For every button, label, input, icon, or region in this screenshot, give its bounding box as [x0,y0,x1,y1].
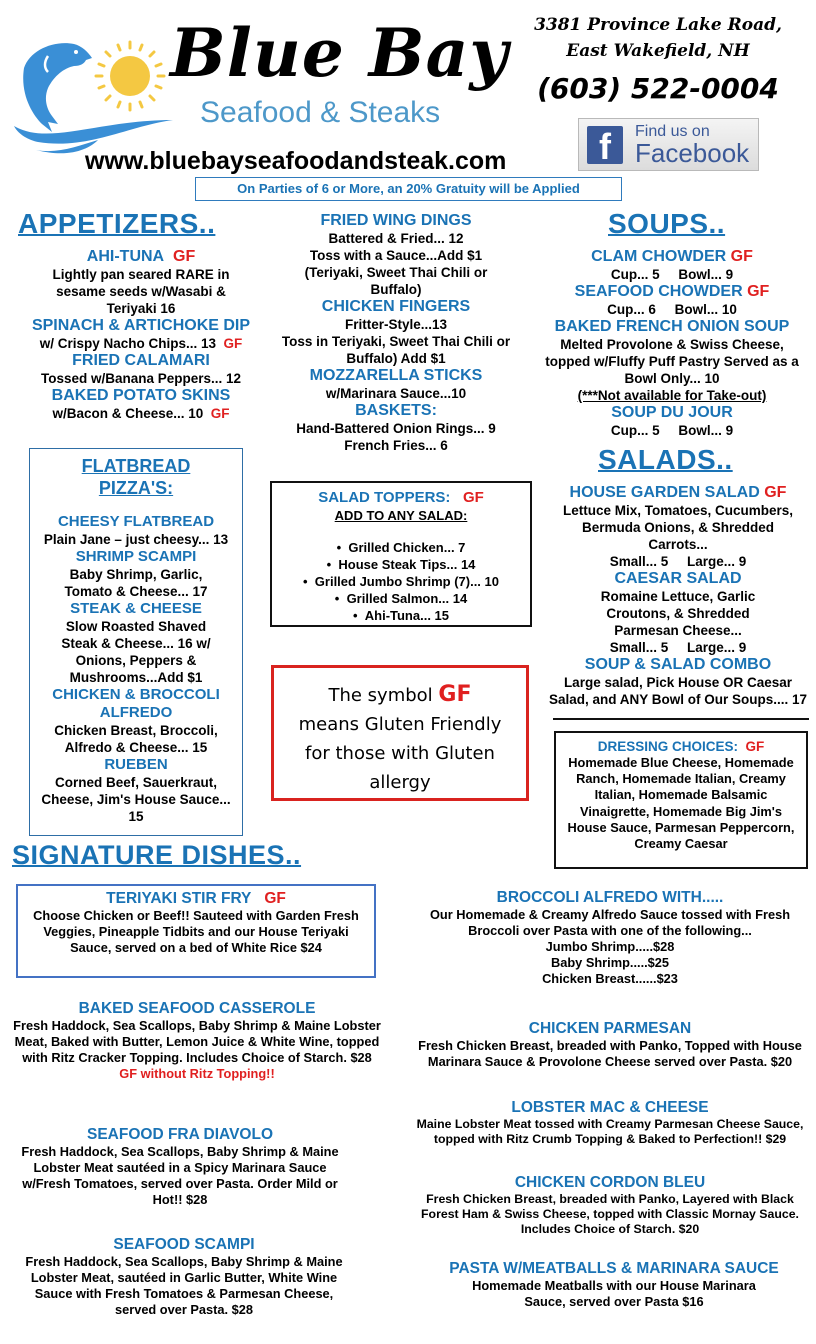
menu-item [544,484,812,570]
item-name: SOUP DU JOUR [611,404,733,421]
item-desc: Melted Provolone & Swiss Cheese, topped w/Fluffy Puff Pastry Served as a Bowl Only... 10 [545,337,799,386]
item-desc: Slow Roasted Shaved Steak & Cheese... 16 w/ Onions, Peppers & Mushrooms...Add $1 [61,619,211,685]
item-name: RUEBEN [104,756,168,773]
item-name: CHICKEN FINGERS [321,298,471,315]
salads-list [544,484,812,708]
menu-item [10,317,272,352]
item-name: SOUP & SALAD COMBO [584,656,772,673]
item-name: BAKED SEAFOOD CASSEROLE [78,1000,316,1017]
menu-item [408,1099,812,1147]
item-price: Cup... 5 Bowl... 9 [610,267,734,282]
flatbread-title-line-1: FLATBREAD [81,456,191,476]
gf-badge: GF [462,489,484,506]
item-price: Small... 5 Large... 9 [609,554,747,569]
item-name: BROCCOLI ALFREDO WITH..... [496,889,724,906]
item-price: Cup... 5 Bowl... 9 [610,423,734,438]
menu-item [30,756,242,825]
item-name: LOBSTER MAC & CHEESE [511,1099,709,1116]
option: Baby Shrimp.....$25 [550,955,670,970]
item-desc-line: w/Marinara Sauce...10 [325,386,467,401]
soups-list [532,248,812,439]
gf-badge: GF [747,283,770,300]
menu-item [272,402,520,454]
item-desc: Corned Beef, Sauerkraut, Cheese, Jim's House Sauce... 15 [41,775,231,824]
website-link[interactable]: www.bluebayseafoodandsteak.com [85,147,507,175]
item-name: STEAK & CHEESE [70,600,202,617]
item-desc: Lightly pan seared RARE in sesame seeds w/Wasabi & Teriyaki 16 [52,267,230,316]
item-name: CHICKEN PARMESAN [528,1020,692,1037]
middle-apps-list [272,212,520,454]
item-name: PASTA W/MEATBALLS & MARINARA SAUCE [449,1260,779,1277]
menu-item [10,248,272,317]
item-desc: Chicken Breast, Broccoli, Alfredo & Cheese... 15 [54,723,218,755]
brand-subtitle: Seafood & Steaks [200,96,441,129]
address [520,12,796,64]
address-line-1: 3381 Province Lake Road, [534,15,782,35]
gf-note: GF without Ritz Topping!! [119,1066,275,1081]
gf-badge: GF [173,248,196,265]
item-name: CAESAR SALAD [614,570,742,587]
item-desc-line: Toss in Teriyaki, Sweet Thai Chili or Buffalo) Add $1 [281,334,511,366]
phone-number[interactable]: (603) 522-0004 [537,72,779,105]
gf-badge: GF [730,248,753,265]
gf-badge: GF [210,406,230,421]
topper-item: • Grilled Jumbo Shrimp (7)... 10 [303,574,499,589]
facebook-icon: f [587,126,623,164]
item-desc: Fresh Chicken Breast, breaded with Panko, Topped with House Marinara Sauce & Provolone Cheese served over Pasta. $20 [418,1038,802,1069]
menu-item [30,686,242,756]
fish-sun-wave-logo-icon [8,28,173,158]
item-desc: Homemade Meatballs with our House Marinara Sauce, served over Pasta $16 [472,1278,756,1309]
menu-item [30,513,242,548]
dressing-choices-box [554,731,808,869]
item-desc: Lettuce Mix, Tomatoes, Cucumbers, Bermuda Onions, & Shredded Carrots... [562,503,794,552]
item-desc: Fresh Haddock, Sea Scallops, Baby Shrimp & Maine Lobster Meat, Baked with Butter, Lemon Juice & White Wine, topped with Ritz Cracker Topping. Includes Choice of Starch. $28 [13,1018,381,1065]
item-name: SEAFOOD SCAMPI [113,1236,255,1253]
item-name: AHI-TUNA [86,248,165,265]
item-desc: Choose Chicken or Beef!! Sauteed with Garden Fresh Veggies, Pineapple Tidbits and our House Teriyaki Sauce, served on a bed of White Rice $24 [33,908,359,955]
option: Chicken Breast......$23 [542,971,678,986]
topper-item: • Grilled Salmon... 14 [334,591,468,606]
address-line-2: East Wakefield, NH [566,41,750,61]
menu-item [14,1236,354,1318]
item-name: BAKED POTATO SKINS [51,387,231,404]
item-price: Cup... 6 Bowl... 10 [607,302,737,317]
menu-item [414,1260,814,1310]
item-name: MOZZARELLA STICKS [309,367,483,384]
dressing-title: DRESSING CHOICES: [597,739,738,754]
flatbread-box [29,448,243,836]
menu-item [30,600,242,686]
item-name: CHICKEN CORDON BLEU [514,1174,706,1191]
soups-title: SOUPS.. [608,208,726,239]
gf-notice-line: allergy [369,772,431,793]
item-desc: Tossed w/Banana Peppers... 12 [40,371,242,386]
toppers-subtitle: ADD TO ANY SALAD: [334,508,468,523]
item-name: CHICKEN & BROCCOLI ALFREDO [52,686,220,721]
item-desc: w/Bacon & Cheese... 10 [52,406,204,421]
menu-item [272,367,520,402]
appetizers-list [10,248,272,422]
gratuity-notice: On Parties of 6 or More, an 20% Gratuity will be Applied [195,177,622,201]
item-name: BAKED FRENCH ONION SOUP [554,318,790,335]
item-desc: Our Homemade & Creamy Alfredo Sauce tossed with Fresh Broccoli over Pasta with one of the following... [429,907,791,938]
facebook-badge[interactable] [578,118,759,171]
menu-item [532,248,812,283]
signature-title: SIGNATURE DISHES.. [12,840,302,870]
menu-item [532,404,812,439]
salads-title: SALADS.. [598,444,733,475]
menu-item [10,352,272,387]
item-desc-line: (Teriyaki, Sweet Thai Chili or Buffalo) [304,265,488,297]
item-desc-line: Hand-Battered Onion Rings... 9 [296,421,496,436]
toppers-title: SALAD TOPPERS: [318,489,451,506]
gf-badge: GF [264,890,286,907]
flatbread-title-line-2: PIZZA'S: [98,478,174,498]
item-desc-line: Fritter-Style...13 [344,317,448,332]
item-name: CHEESY FLATBREAD [57,513,215,530]
topper-item: • Ahi-Tuna... 15 [352,608,450,623]
menu-item [272,298,520,367]
option: Jumbo Shrimp.....$28 [545,939,675,954]
topper-item: • Grilled Chicken... 7 [336,540,466,555]
gluten-friendly-notice [271,665,529,801]
topper-item: • House Steak Tips... 14 [326,557,476,572]
item-name: SPINACH & ARTICHOKE DIP [31,317,251,334]
item-desc-line: Toss with a Sauce...Add $1 [309,248,483,263]
menu-item [410,889,810,987]
item-desc: Fresh Haddock, Sea Scallops, Baby Shrimp & Maine Lobster Meat sautéed in a Spicy Marinara Sauce w/Fresh Tomatoes, served over Pasta. Order Mild or Hot!! $28 [21,1144,339,1207]
item-name: HOUSE GARDEN SALAD [569,484,760,501]
gf-badge: GF [764,484,787,501]
gf-notice-line: for those with Gluten [305,743,495,764]
brand-name: Blue Bay [170,14,509,92]
dressing-list: Homemade Blue Cheese, Homemade Ranch, Homemade Italian, Creamy Italian, Homemade Balsamic Vinaigrette, Homemade Big Jim's House Sauce, Parmesan Peppercorn, Creamy Caesar [567,755,795,852]
item-note: (***Not available for Take-out) [577,388,767,403]
item-name: SEAFOOD CHOWDER [574,283,743,300]
item-desc-line: Battered & Fried... 12 [328,231,464,246]
menu-item [408,1020,812,1070]
item-desc: Baby Shrimp, Garlic, Tomato & Cheese... 17 [64,567,208,599]
item-desc: Fresh Haddock, Sea Scallops, Baby Shrimp & Maine Lobster Meat, sautéed in Garlic Butter, White Wine Sauce with Fresh Tomatoes & Parmesan Cheese, served over Pasta. $28 [25,1254,343,1317]
menu-item [544,656,812,708]
gf-symbol: GF [438,682,472,707]
menu-item [532,318,812,404]
item-name: FRIED CALAMARI [72,352,210,369]
item-desc: Romaine Lettuce, Garlic Croutons, & Shredded Parmesan Cheese... [600,589,756,638]
gf-notice-line: means Gluten Friendly [298,714,502,735]
item-name: SEAFOOD FRA DIAVOLO [87,1126,273,1143]
item-desc: Maine Lobster Meat tossed with Creamy Parmesan Cheese Sauce, topped with Ritz Crumb Topping & Baked to Perfection!! $29 [416,1117,804,1146]
teriyaki-stir-fry-box [16,884,376,978]
gf-badge: GF [223,336,243,351]
item-name: CLAM CHOWDER [591,248,727,265]
menu-item [30,548,242,600]
salad-toppers-box [270,481,532,627]
gf-badge: GF [745,739,765,754]
facebook-line-1: Find us on [635,122,710,140]
item-desc-line: French Fries... 6 [344,438,448,453]
menu-item [12,1000,382,1082]
item-name: TERIYAKI STIR FRY [106,890,252,907]
menu-item [408,1174,812,1237]
facebook-line-2: Facebook [635,137,750,168]
item-desc: w/ Crispy Nacho Chips... 13 [39,336,217,351]
item-name: FRIED WING DINGS [320,212,472,229]
divider [553,718,809,720]
item-name: BASKETS: [355,402,437,419]
item-name: SHRIMP SCAMPI [75,548,197,565]
menu-item [10,387,272,422]
item-desc: Fresh Chicken Breast, breaded with Panko, Layered with Black Forest Ham & Swiss Cheese, topped with Classic Mornay Sauce. Includes Choice of Starch. $20 [421,1192,799,1236]
item-desc: Plain Jane – just cheesy... 13 [43,532,229,547]
menu-item [10,1126,350,1208]
menu-item [272,212,520,298]
item-desc: Large salad, Pick House OR Caesar Salad, and ANY Bowl of Our Soups.... 17 [548,675,808,707]
menu-item [532,283,812,318]
appetizers-title: APPETIZERS.. [18,208,216,239]
item-price: Small... 5 Large... 9 [609,640,747,655]
menu-item [544,570,812,656]
gf-notice-prefix: The symbol [328,685,433,706]
